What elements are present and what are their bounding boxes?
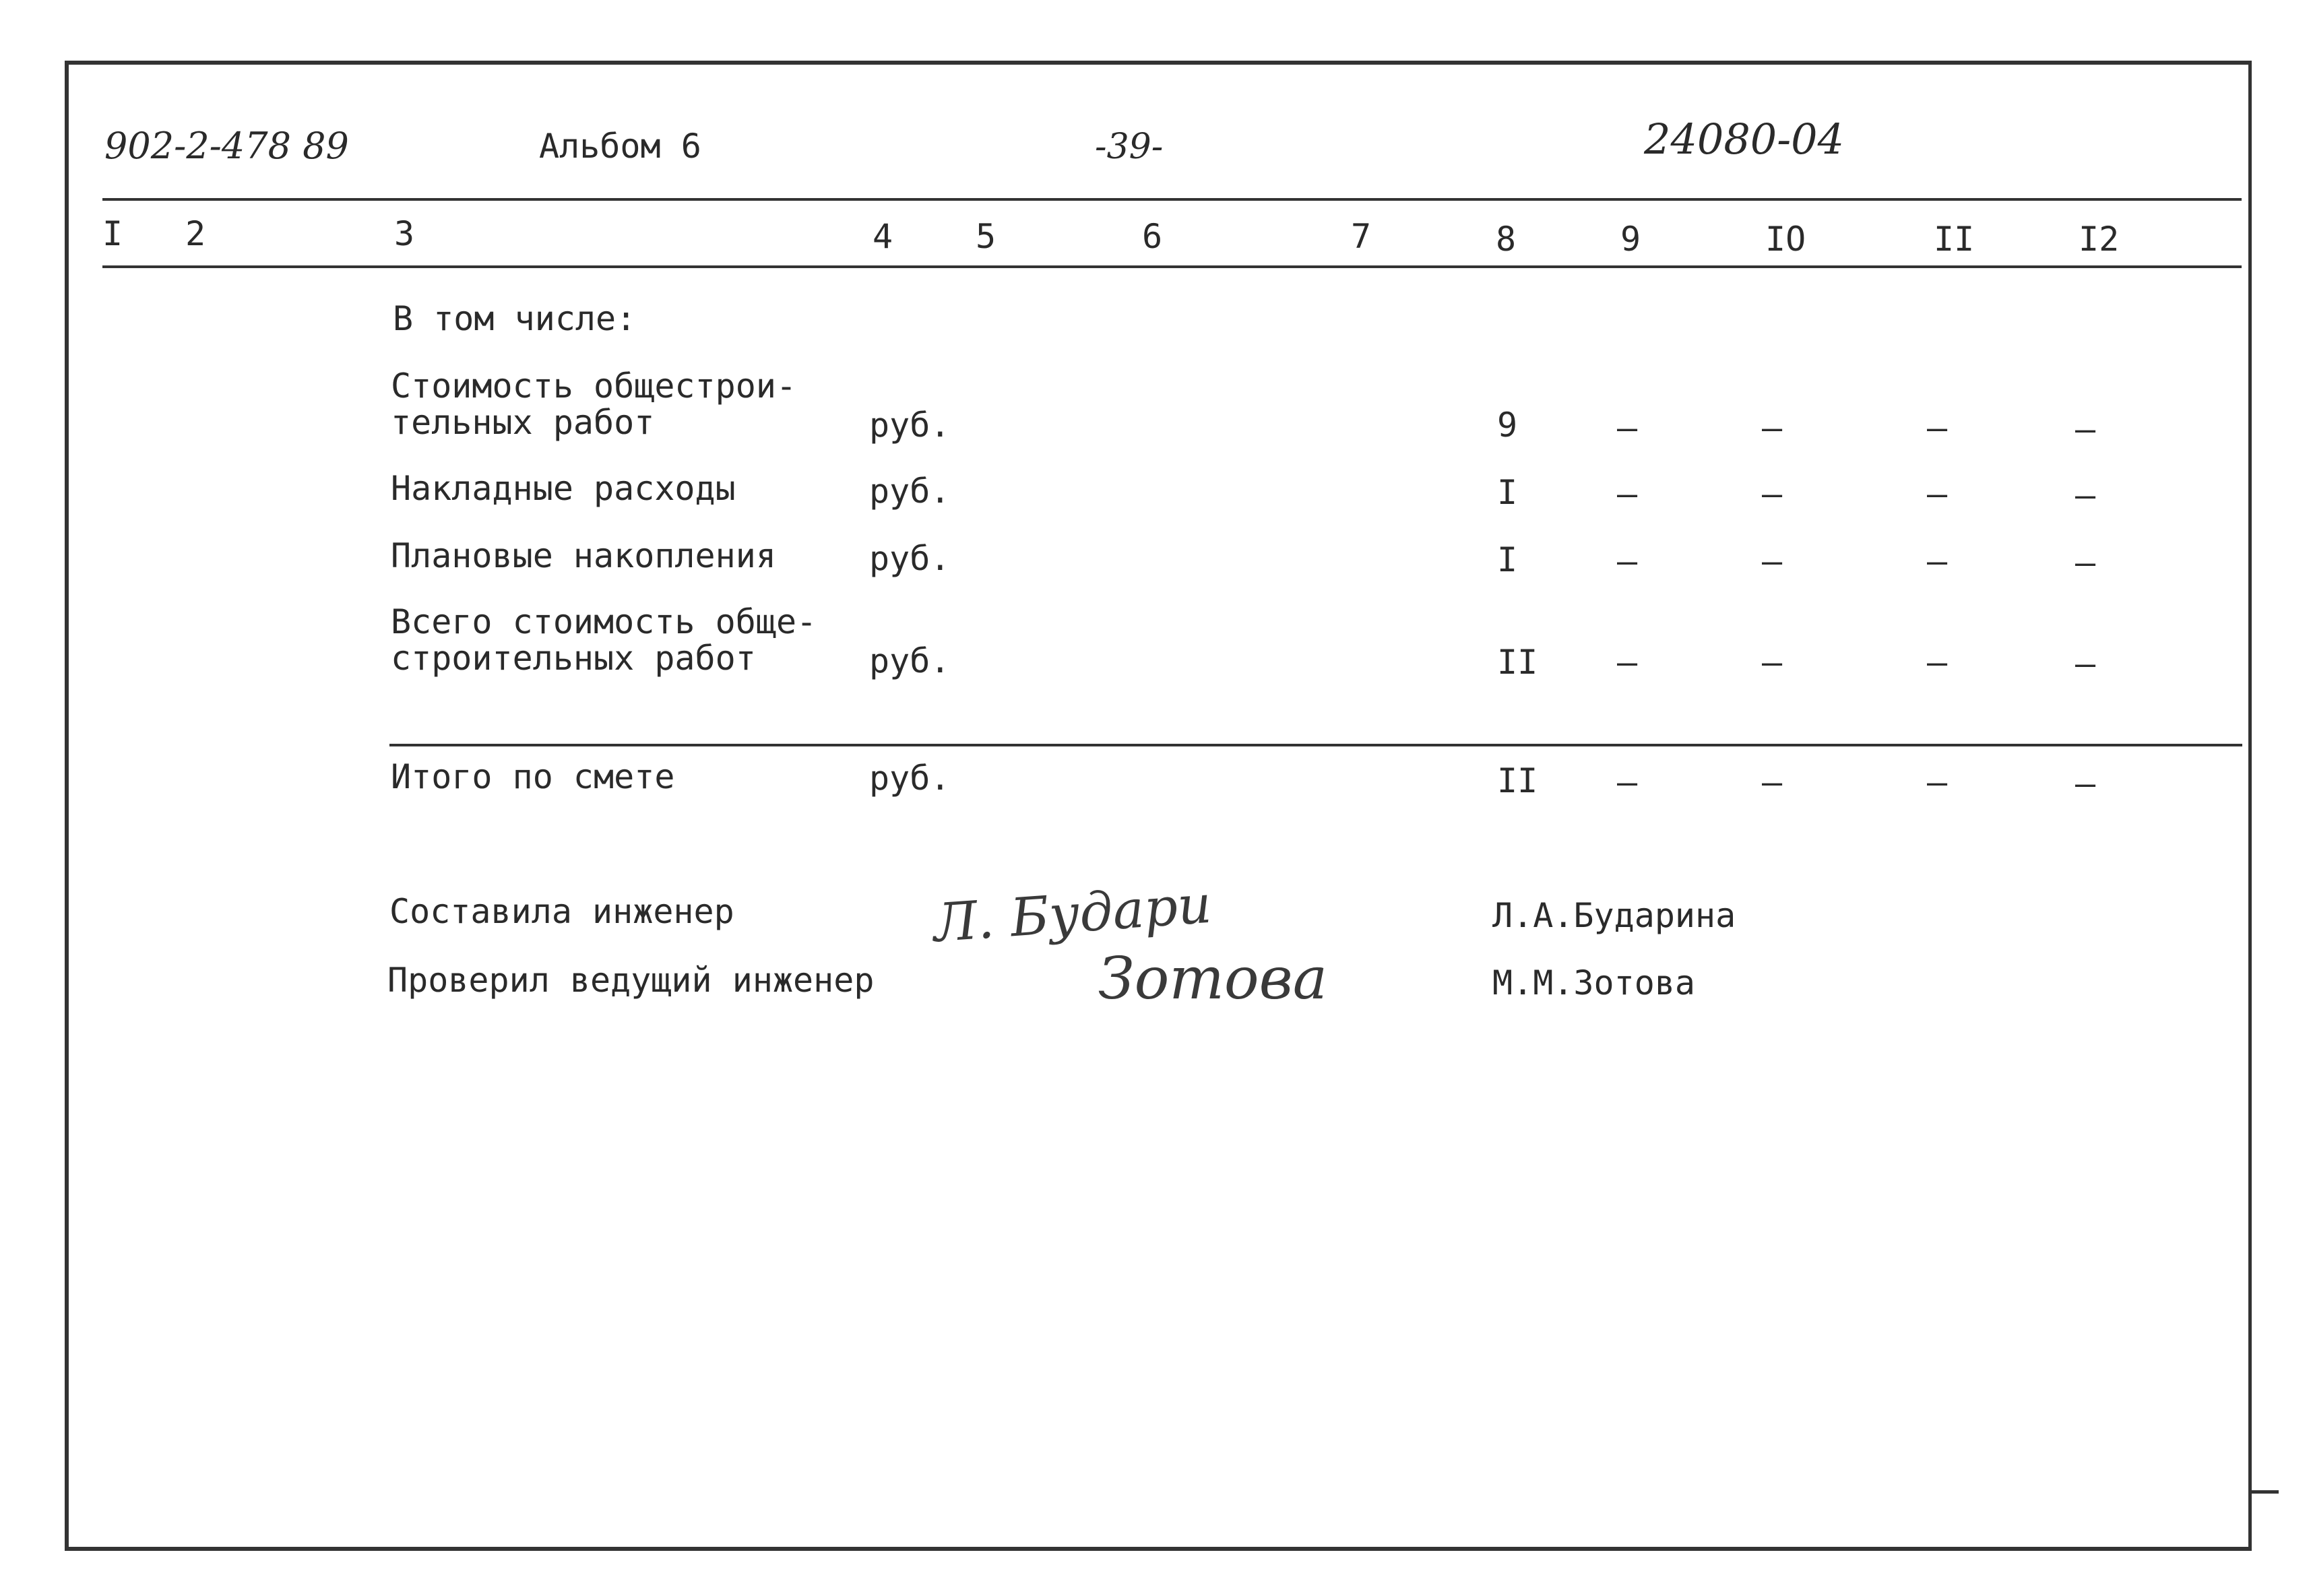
total-col9: – <box>1617 763 1638 802</box>
composed-signature: Л. Будари <box>931 874 1213 955</box>
checked-name: М.М.Зотова <box>1492 963 1696 1002</box>
row-3-unit: руб. <box>869 539 951 578</box>
row-2-unit: руб. <box>869 472 951 511</box>
row-4-col12: – <box>2075 644 2096 683</box>
row-4-col9: – <box>1617 643 1638 682</box>
composed-label: Составила инженер <box>389 892 734 931</box>
row-1-col8: 9 <box>1497 406 1518 445</box>
row-1-name-line1: Стоимость общестрои- <box>391 366 797 406</box>
row-2-col12: – <box>2075 476 2096 515</box>
section-label: В том числе: <box>393 299 637 338</box>
row-1-col10: – <box>1762 408 1783 447</box>
row-1-unit: руб. <box>869 406 951 445</box>
column-number-2: 2 <box>185 214 206 253</box>
row-3-col10: – <box>1762 542 1783 581</box>
total-col8: II <box>1497 761 1538 800</box>
column-number-9: 9 <box>1620 220 1641 259</box>
column-number-1: I <box>102 214 123 253</box>
row-4-unit: руб. <box>869 641 951 680</box>
column-number-4: 4 <box>873 217 893 256</box>
total-unit: руб. <box>869 759 951 798</box>
composed-name: Л.А.Бударина <box>1492 896 1736 935</box>
row-1-col11: – <box>1927 408 1948 447</box>
column-number-3: 3 <box>394 214 415 253</box>
row-1-col12: – <box>2075 410 2096 449</box>
column-number-8: 8 <box>1496 220 1517 259</box>
total-col11: – <box>1927 763 1948 802</box>
row-1-name-line2: тельных работ <box>391 403 655 442</box>
frame-edge-tick <box>2252 1490 2279 1494</box>
total-name: Итого по смете <box>391 757 675 796</box>
total-col12: – <box>2075 764 2096 803</box>
row-2-col11: – <box>1927 474 1948 513</box>
row-4-col8: II <box>1497 643 1538 682</box>
row-3-col11: – <box>1927 542 1948 581</box>
total-rule <box>389 744 2242 746</box>
page-frame <box>65 61 2252 1551</box>
doc-code: 902-2-478 89 <box>104 125 349 167</box>
column-number-6: 6 <box>1142 217 1163 256</box>
column-number-11: II <box>1934 220 1975 259</box>
column-number-10: IO <box>1765 220 1806 259</box>
checked-label: Проверил ведущий инженер <box>387 961 875 1000</box>
row-3-name: Плановые накопления <box>391 536 776 575</box>
header-rule-bottom <box>102 265 2242 268</box>
row-1-col9: – <box>1617 408 1638 447</box>
row-2-col10: – <box>1762 474 1783 513</box>
row-4-name-line2: строительных работ <box>391 639 756 678</box>
row-4-col10: – <box>1762 643 1783 682</box>
column-number-12: I2 <box>2079 220 2120 259</box>
row-4-name-line1: Всего стоимость обще- <box>391 602 817 641</box>
row-3-col8: I <box>1497 540 1518 579</box>
album-label: Альбом 6 <box>539 127 701 166</box>
page-number: -39- <box>1095 127 1164 167</box>
header-rule-top <box>102 198 2242 201</box>
row-2-name: Накладные расходы <box>391 469 736 508</box>
doc-number: 24080-04 <box>1644 115 1845 164</box>
total-col10: – <box>1762 763 1783 802</box>
row-4-col11: – <box>1927 643 1948 682</box>
row-2-col8: I <box>1497 473 1518 512</box>
row-2-col9: – <box>1617 474 1638 513</box>
row-3-col9: – <box>1617 542 1638 581</box>
row-3-col12: – <box>2075 543 2096 582</box>
column-number-5: 5 <box>976 217 996 256</box>
checked-signature: Зотова <box>1098 945 1328 1013</box>
column-number-7: 7 <box>1351 217 1372 256</box>
